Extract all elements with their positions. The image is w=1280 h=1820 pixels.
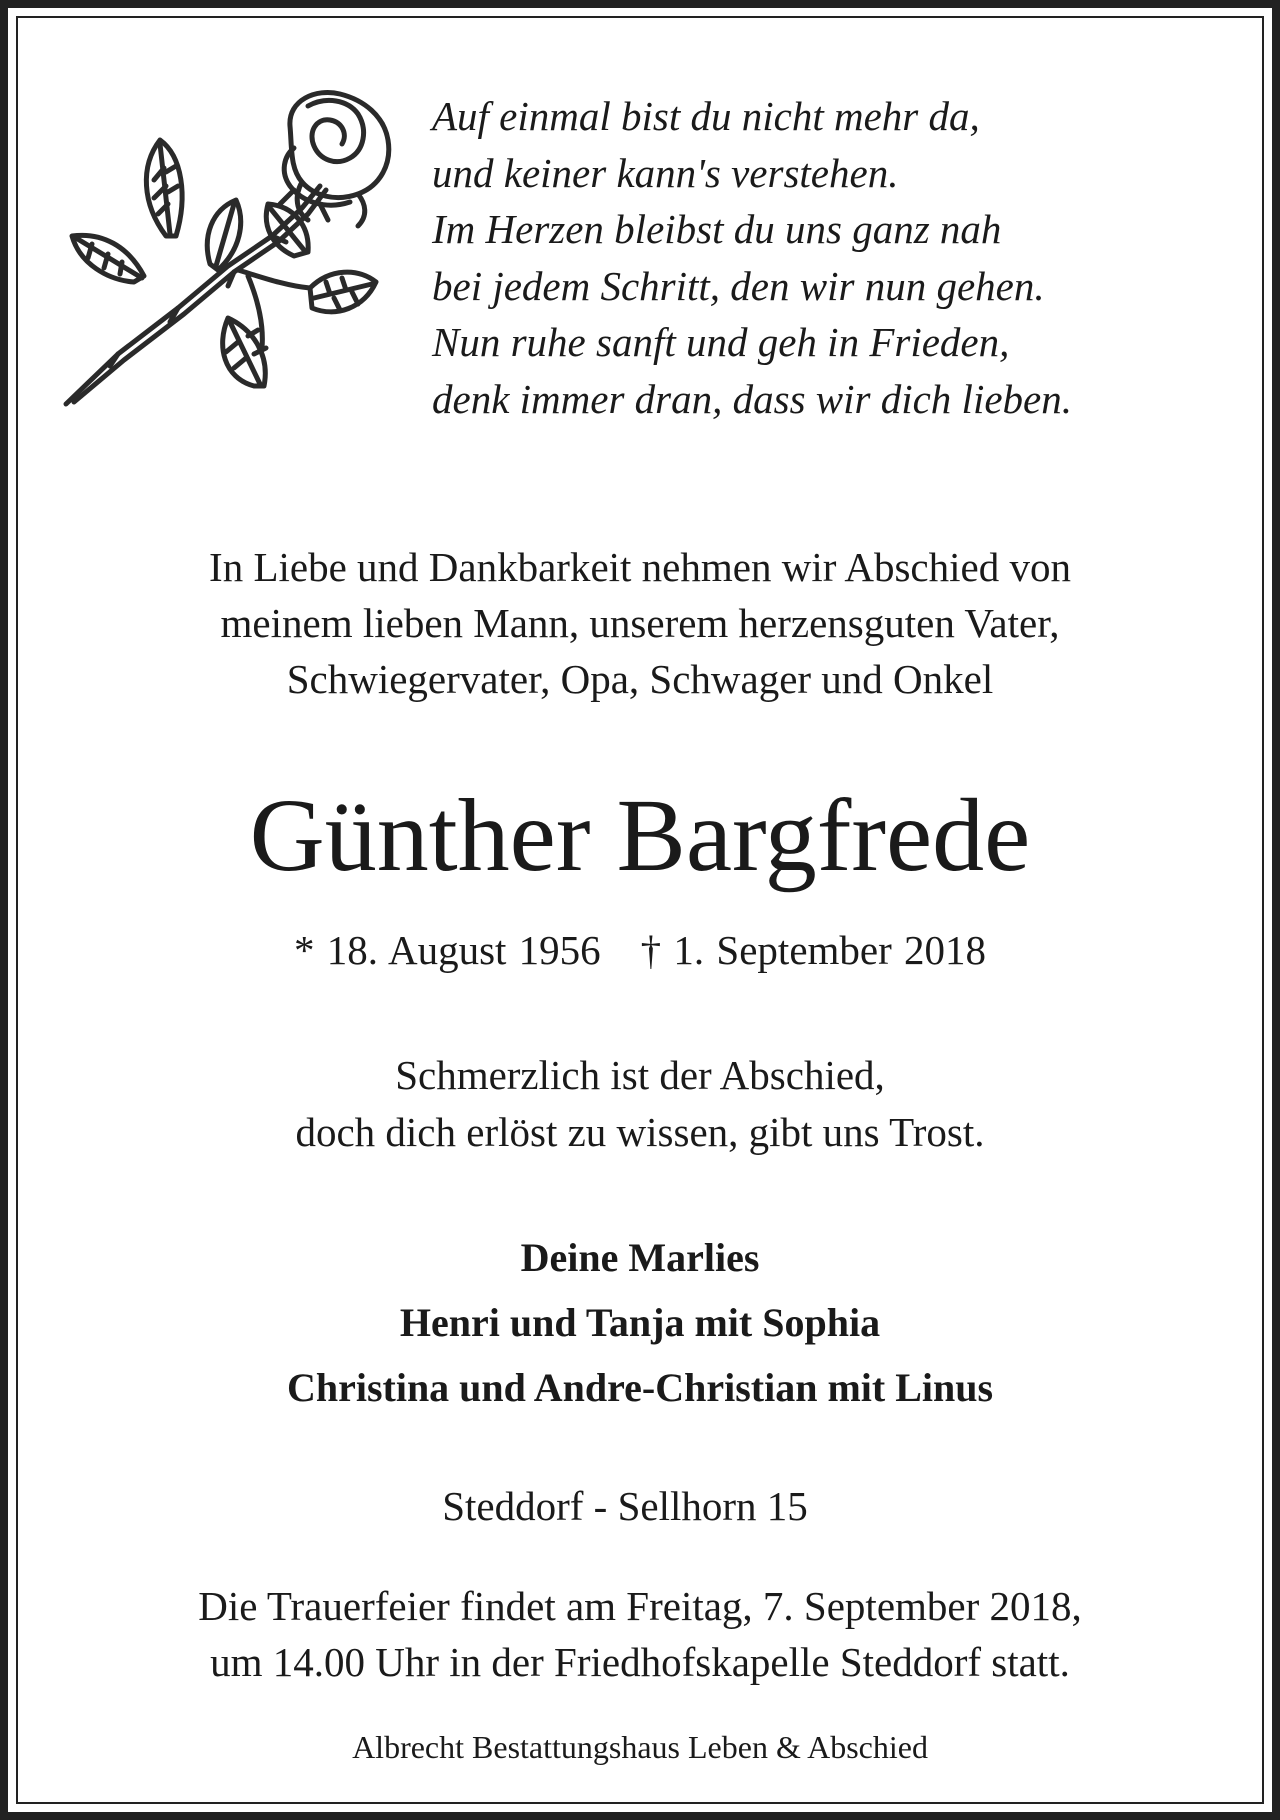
- birth-date: * 18. August 1956: [293, 927, 601, 973]
- family-address: Steddorf - Sellhorn 15: [442, 1483, 808, 1529]
- life-dates: [20, 922, 1260, 978]
- death-date: † 1. September 2018: [640, 927, 987, 973]
- intro-text: [20, 539, 1260, 707]
- funeral-home-credit: Albrecht Bestattungshaus Leben & Abschied: [352, 1729, 928, 1765]
- comfort-line: Schmerzlich ist der Abschied,: [395, 1052, 885, 1098]
- poem-line: Im Herzen bleibst du uns ganz nah: [432, 206, 1002, 252]
- comfort-text: [20, 1047, 1260, 1161]
- poem-line: und keiner kann's verstehen.: [432, 149, 899, 196]
- poem-line: Nun ruhe sanft und geh in Frieden,: [432, 319, 1010, 365]
- intro-line: meinem lieben Mann, unserem herzensguten Vater,: [220, 600, 1060, 646]
- intro-line: Schwiegervater, Opa, Schwager und Onkel: [286, 656, 994, 702]
- poem-line: bei jedem Schritt, den wir nun gehen.: [432, 262, 1045, 309]
- service-line: Die Trauerfeier findet am Freitag, 7. September 2018,: [198, 1583, 1082, 1629]
- deceased-name: Günther Bargfrede: [249, 778, 1031, 893]
- service-line: um 14.00 Uhr in der Friedhofskapelle Steddorf statt.: [210, 1639, 1070, 1685]
- rose-icon: [58, 86, 398, 416]
- poem-line: Auf einmal bist du nicht mehr da,: [432, 93, 980, 139]
- intro-line: In Liebe und Dankbarkeit nehmen wir Abschied von: [209, 544, 1071, 590]
- family-signatures: [20, 1225, 1260, 1420]
- comfort-line: doch dich erlöst zu wissen, gibt uns Trost.: [295, 1109, 985, 1155]
- poem-line: denk immer dran, dass wir dich lieben.: [432, 375, 1072, 422]
- poem-verse: [432, 88, 1232, 427]
- family-line: Deine Marlies: [520, 1235, 760, 1280]
- family-line: Henri und Tanja mit Sophia: [399, 1300, 881, 1345]
- service-announcement: [20, 1578, 1260, 1690]
- family-line: Christina und Andre-Christian mit Linus: [286, 1365, 994, 1410]
